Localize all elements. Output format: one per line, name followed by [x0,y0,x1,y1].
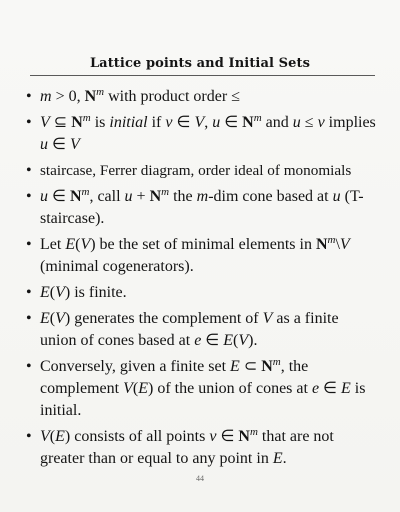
bullet-icon: • [26,114,32,131]
bullet-icon: • [26,428,32,445]
bullet-item-cone: • u ∈ $N^m$, call $u + N^m$ the m-dim cone based at u (T-staircase). [26,186,364,227]
bullet-item-initial-def: • V ⊆ $N^m$ is initial if v ∈ V, u ∈ $N^m$ and u ≤ v implies u ∈ V [26,112,376,153]
bullet-icon: • [26,162,32,179]
bullet-icon: • [26,284,32,301]
title-rule [30,75,375,76]
bullet-icon: • [26,188,32,205]
bullet-item-product-order: • m > 0, $N^m$ with product order ≤ [26,86,378,108]
bullet-icon: • [26,88,32,105]
bullet-icon: • [26,358,32,375]
bullet-item-consists: • V(E) consists of all points v ∈ $N^m$ that are not greater than or equal to any point in E. [26,426,334,467]
page-number: 44 [196,474,204,483]
bullet-icon: • [26,310,32,327]
bullet-icon: • [26,236,32,253]
bullet-item-staircase: • staircase, Ferrer diagram, order ideal of monomials [26,160,378,182]
bullet-item-finite: • E(V) is finite. [26,282,378,304]
slide-title: Lattice points and Initial Sets [89,56,311,71]
bullet-item-minimal-elements: • Let E(V) be the set of minimal elements in $N^m\backslash V$ (minimal cogenerators). [26,234,350,275]
bullet-item-generates: • E(V) generates the complement of V as a finite union of cones based at e ∈ E(V). [26,310,339,349]
bullet-list [26,86,378,474]
bullet-item-conversely: • Conversely, given a finite set E ⊂ $N^m$, the complement V(E) of the union of cones at e ∈ E is initial. [26,356,366,419]
